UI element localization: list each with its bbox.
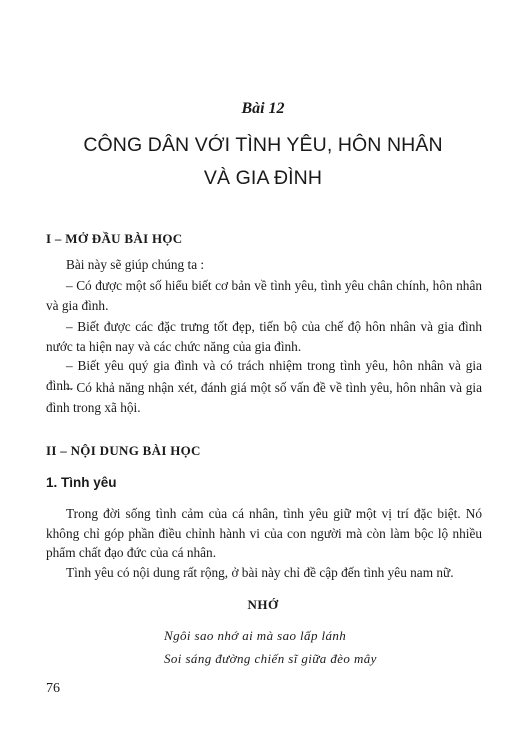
lesson-title-line-2: VÀ GIA ĐÌNH [203, 167, 323, 189]
page-number: 76 [46, 681, 60, 696]
section-heading-content: II – NỘI DUNG BÀI HỌC [46, 443, 201, 458]
memo-heading: NHỚ [247, 597, 279, 612]
objective-item-3: – Biết yêu quý gia đình và có trách nhiệm trong tình yêu, hôn nhân và gia đình. [46, 358, 482, 393]
objective-item-2: – Biết được các đặc trưng tốt đẹp, tiến bộ của chế độ hôn nhân và gia đình nước ta hiện nay và các chức năng của gia đình. [46, 319, 482, 354]
objective-item-1: – Có được một số hiểu biết cơ bản về tình yêu, tình yêu chân chính, hôn nhân và gia đình. [46, 278, 482, 313]
body-paragraph-2: Tình yêu có nội dung rất rộng, ở bài này chỉ đề cập đến tình yêu nam nữ. [66, 565, 454, 580]
section-heading-introduction: I – MỞ ĐẦU BÀI HỌC [46, 231, 183, 246]
objective-item-4: – Có khả năng nhận xét, đánh giá một số vấn đề về tình yêu, hôn nhân và gia đình trong xã hội. [46, 380, 482, 415]
poem-line-1: Ngôi sao nhớ ai mà sao lấp lánh [164, 628, 347, 643]
intro-sentence: Bài này sẽ giúp chúng ta : [66, 257, 205, 272]
lesson-label: Bài 12 [241, 100, 285, 117]
lesson-title-line-1: CÔNG DÂN VỚI TÌNH YÊU, HÔN NHÂN [83, 134, 443, 156]
poem-line-2: Soi sáng đường chiến sĩ giữa đèo mây [164, 651, 377, 666]
subsection-heading-love: 1. Tình yêu [46, 475, 117, 490]
body-paragraph-1: Trong đời sống tình cảm của cá nhân, tình yêu giữ một vị trí đặc biệt. Nó không chỉ góp phần điều chỉnh hành vi của con người mà còn làm bộc lộ nhiều phẩm chất đạo đức của cá nhân. [46, 506, 482, 561]
